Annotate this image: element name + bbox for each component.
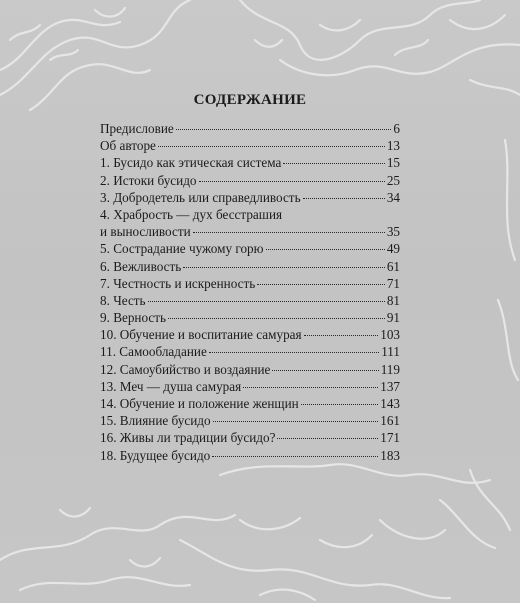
toc-entry [100, 120, 400, 137]
toc-page-number: 119 [380, 361, 400, 377]
toc-dot-leader [213, 421, 379, 422]
toc-entry [100, 154, 400, 171]
toc-entry [100, 309, 400, 326]
toc-entry-label: 14. Обучение и положение женщин [100, 396, 299, 412]
toc-entry-label: Об авторе [100, 138, 156, 154]
toc-page-number: 34 [386, 189, 400, 205]
toc-entry-label: 9. Верность [100, 310, 167, 326]
toc-page-number: 61 [386, 258, 400, 274]
toc-page-number: 49 [386, 241, 400, 257]
toc-entry-label: 2. Истоки бусидо [100, 172, 197, 188]
toc-entry-label: 7. Честность и искренность [100, 275, 256, 291]
toc-page-number: 91 [386, 310, 400, 326]
toc-entry-label: 1. Бусидо как этическая система [100, 155, 282, 171]
toc-dot-leader [304, 335, 379, 336]
toc-entry [100, 258, 400, 275]
table-of-contents [100, 90, 400, 464]
toc-page-number: 71 [386, 275, 400, 291]
toc-dot-leader [193, 232, 385, 233]
toc-dot-leader [148, 301, 385, 302]
toc-dot-leader [266, 249, 385, 250]
toc-page-number: 103 [380, 327, 400, 343]
toc-page-number: 183 [380, 447, 400, 463]
toc-page-number: 137 [380, 378, 400, 394]
toc-dot-leader [209, 352, 379, 353]
toc-entry [100, 395, 400, 412]
toc-page-number: 143 [380, 396, 400, 412]
toc-entry-label: 18. Будущее бусидо [100, 447, 211, 463]
toc-list [100, 120, 400, 464]
toc-entry-label: 3. Добродетель или справедливость [100, 189, 301, 205]
toc-entry [100, 378, 400, 395]
toc-entry [100, 172, 400, 189]
toc-dot-leader [176, 129, 392, 130]
toc-entry [100, 189, 400, 206]
toc-dot-leader [212, 456, 378, 457]
toc-dot-leader [168, 318, 385, 319]
toc-entry-label: 16. Живы ли традиции бусидо? [100, 430, 276, 446]
toc-entry-label: 13. Меч — душа самурая [100, 378, 242, 394]
toc-dot-leader [257, 284, 385, 285]
toc-entry [100, 429, 400, 446]
toc-page-number: 161 [380, 413, 400, 429]
toc-page-number: 15 [386, 155, 400, 171]
toc-page-number: 6 [393, 121, 400, 136]
toc-entry [100, 292, 400, 309]
toc-entry [100, 275, 400, 292]
toc-entry-label: 6. Вежливость [100, 258, 182, 274]
toc-entry [100, 326, 400, 343]
toc-entry-continuation [100, 223, 400, 240]
toc-page-number: 25 [386, 172, 400, 188]
toc-entry-label: 11. Самообладание [100, 344, 207, 360]
toc-entry [100, 206, 400, 240]
toc-page-number: 111 [381, 344, 400, 360]
toc-entry-label: 8. Честь [100, 292, 146, 308]
toc-entry-label: Предисловие [100, 121, 174, 136]
toc-entry-label-continued: и выносливости [100, 224, 191, 240]
toc-entry [100, 361, 400, 378]
toc-dot-leader [272, 370, 378, 371]
toc-entry [100, 240, 400, 257]
toc-dot-leader [301, 404, 379, 405]
toc-dot-leader [277, 438, 378, 439]
toc-dot-leader [158, 146, 385, 147]
toc-entry [100, 412, 400, 429]
toc-dot-leader [303, 198, 385, 199]
toc-entry-label: 4. Храбрость — дух бесстрашия [100, 206, 283, 222]
toc-entry-label: 10. Обучение и воспитание самурая [100, 327, 302, 343]
toc-entry [100, 137, 400, 154]
toc-entry-label: 5. Сострадание чужому горю [100, 241, 264, 257]
toc-entry-label: 12. Самоубийство и воздаяние [100, 361, 271, 377]
toc-dot-leader [183, 267, 385, 268]
toc-page-number: 81 [386, 292, 400, 308]
toc-dot-leader [283, 163, 384, 164]
toc-page-number: 171 [380, 430, 400, 446]
toc-dot-leader [243, 387, 378, 388]
toc-entry [100, 343, 400, 360]
toc-entry-label: 15. Влияние бусидо [100, 413, 211, 429]
toc-heading: СОДЕРЖАНИЕ [193, 92, 307, 108]
toc-entry [100, 447, 400, 464]
toc-page-number: 13 [386, 138, 400, 154]
toc-dot-leader [199, 181, 385, 182]
toc-page-number: 35 [386, 224, 400, 240]
